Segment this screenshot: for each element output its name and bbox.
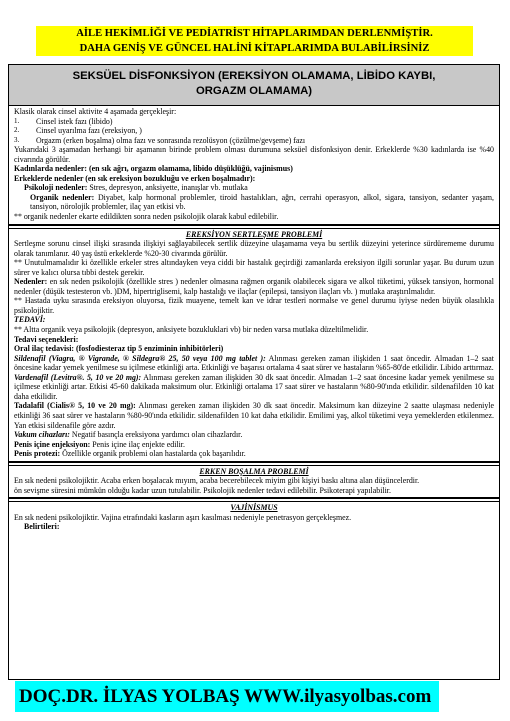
stage-text: Orgazm (erken boşalma) olma fazı ve sonrasında rezolüsyon (çözülme/gevşeme) fazı <box>36 135 306 145</box>
drug-text: Alınması gereken zaman ilişkiden 1 saat öncedir. Almadan 1–2 saat öncesine kadar yemek yenilmese su içilmese etkinliği arta. Etkinliği ve başarısı ortalama 4 saat sürer ve hastaların %65-80'de etkilidir. Libido arttırmaz. <box>14 353 494 373</box>
early-heading: ERKEN BOŞALMA PROBLEMİ <box>199 466 309 476</box>
prosthesis-item <box>14 449 494 459</box>
injection-item <box>14 440 494 450</box>
women-causes: Kadınlarda nedenler: (en sık ağrı, orgazm olamama, libido düşüklüğü, vajinismus) <box>14 164 293 174</box>
erection-paragraph: ** Hastada uyku sırasında ereksiyon oluyorsa, fizik muayene, temelt kan ve idrar testleri normalse ve genel durumu iyiyse neden büyük olasılıkla psikolojiktir. <box>14 296 494 315</box>
erection-paragraph: Sertleşme sorunu cinsel ilişki sırasında ilişkiyi sağlayabilecek sertlik düzeyine ulaşamama veya bu sertlik düzeyini yeterince sürdürememe durumu olarak tanımlanır. 40 yaş üstü erkeklerde %20-30 civarında görülür. <box>14 239 494 258</box>
drug-text: Alınması gereken zaman ilişkiden 30 dk saat öncedir. Almadan 1–2 saat öncesine kadar yemek yenilmese su içilmese etkinliği artar. Etkisi 45-60 dakikada maksimum olur. Etkinliği ortalama 17 saat sürer ve hastaların %80-90'ında etkilidir. sildenafilden 10 kat daha etkilidir. <box>14 372 494 401</box>
sildenafil-item <box>14 354 494 373</box>
symptoms-heading: Belirtileri: <box>24 522 60 532</box>
men-causes: Erkeklerde nedenler (en sık ereksiyon bozukluğu ve erken boşalmadır): <box>14 173 256 183</box>
stage-item <box>14 117 494 127</box>
title-line-1: SEKSÜEL DİSFONKSİYON (EREKSİYON OLAMAMA, LİBİDO KAYBI, <box>72 70 436 82</box>
stage-item <box>14 136 494 146</box>
psych-causes <box>14 183 494 193</box>
early-paragraph: ön sevişme süresini mümkün olduğu kadar uzun tutulabilir. Psikolojik nedenler tedavi edilebilir. Psikoterapi yapılabilir. <box>14 485 391 495</box>
footer-author-banner: DOÇ.DR. İLYAS YOLBAŞ WWW.ilyasyolbas.com <box>15 681 439 712</box>
oral-heading: Oral ilaç tedavisi: (fosfodiesteraz tip 5 enziminin inhibitörleri) <box>14 344 224 354</box>
option-label: Vakum cihazları: <box>14 430 70 440</box>
erection-paragraph: ** Altta organik veya psikolojik (depresyon, anksiyete bozukluklari vb) bir neden varsa mutlaka düzeltilmelidir. <box>14 325 369 335</box>
erection-paragraph: ** Unutulmamalıdır ki özellikle erkeler stres altındayken veya ciddi bir hastalık geçirdiği zamanlarda ereksiyon ilgili sorunlar yaşar. Bu durum uzun sürer ve kalıcı olursa tıbbi destek gerekir. <box>14 258 494 277</box>
option-label: Penis içine enjeksiyon: <box>14 439 91 449</box>
intro-section <box>9 106 499 224</box>
tadalafil-item <box>14 401 494 430</box>
stage-text: Cinsel uyarılma fazı (ereksiyon, ) <box>36 126 142 136</box>
causes-text: en sık neden psikolojik (özellikle stres ) nedenler olmasına rağmen organik olabilecek sigara ve alkol tüketimi, yüksek tansiyon, hormonal nedenler (düşük testesteron vb. )DM, hipertriglisemi, kalp hastalığı ve ilaçlar (epilepsi, tansiyon ilaçları vb. ) mutlaka araştırılmalıdır. <box>14 277 494 296</box>
drug-label: Tadalafil (Cialis® 5, 10 ve 20 mg): <box>14 401 136 411</box>
organic-causes <box>14 193 494 212</box>
banner-line-1: AİLE HEKİMLİĞİ VE PEDİATRİST HİTAPLARIMDAN DERLENMİŞTİR. <box>76 28 433 39</box>
early-ejaculation-section <box>9 466 499 498</box>
drug-label: Sildenafil (Viagra, ® Vigrande, ® Sildegra® 25, 50 veya 100 mg tablet ): <box>14 353 266 363</box>
drug-text: Alınması gereken zaman ilişkiden 30 dk saat öncedir. Maksimum kan düzeyine 2 saatte ulaşması nedeniyle etkinliği 36 saat sürer ve hastaların %80-90'ında etkilidir. sildenafilden 10 kat daha etkilidir. Emilimi yaş, alkol tüketimi veya yemeklerden etkilenmez. Yan etkisi sildenafile göre azdır. <box>14 401 494 430</box>
vaginismus-section <box>9 502 499 534</box>
erection-section <box>9 229 499 461</box>
stage-text: Cinsel istek fazı (libido) <box>36 116 113 126</box>
option-text: Negatif basınçla ereksiyona yardımcı olan cihazlardır. <box>69 430 243 440</box>
psych-label: Psikoloji nedenler: <box>24 183 88 193</box>
header-banner <box>36 26 473 56</box>
organic-label: Organik nedenler: <box>30 192 95 202</box>
option-text: Özellikle organik problemi olan hastalarda çok başarılıdır. <box>60 449 246 459</box>
causes-label: Nedenler: <box>14 277 48 287</box>
vacuum-item <box>14 430 494 440</box>
organic-text: Diyabet, kalp hormonal problemler, tiroid hastalıkları, ağrı, cerrahi operasyon, alkol, sigara, tansiyon, sedanter yaşam, tansiyon, nörolojik problemler, ilaç yan etkisi vb. <box>30 192 494 212</box>
intro-paragraph: Yukarıdaki 3 aşamadan herhangi bir aşamanın birinde problem olması durumuna seksüel disfonksiyon denir. Erkeklerde %30 kadınlarda ise %40 civarında görülür. <box>14 145 494 164</box>
treatment-heading: TEDAVİ: <box>14 315 46 325</box>
page-title <box>9 65 499 106</box>
drug-label: Vardenafil (Levitra®. 5, 10 ve 20 mg): <box>14 372 142 382</box>
stage-number: 3. <box>14 135 20 144</box>
vaginismus-heading: VAJİNİSMUS <box>230 503 278 513</box>
stage-list <box>14 117 494 146</box>
psych-text: Stres, depresyon, anksiyette, inanışlar vb. mutlaka <box>87 183 248 193</box>
stage-number: 1. <box>14 116 20 125</box>
title-line-2: ORGAZM OLAMAMA) <box>195 85 313 97</box>
vaginismus-paragraph: En sık nedeni psikolojiktir. Vajina etrafındaki kasların aşırı kasılması nedeniyle penetrasyon gerçekleşmez. <box>14 512 352 522</box>
stage-item <box>14 126 494 136</box>
option-label: Penis protezi: <box>14 449 61 459</box>
stage-number: 2. <box>14 126 20 135</box>
erection-causes <box>14 277 494 296</box>
options-heading: Tedavi seçenekleri: <box>14 334 79 344</box>
option-text: Penis içine ilaç enjekte edilir. <box>90 439 185 449</box>
intro-lead: Klasik olarak cinsel aktivite 4 aşamada gerçekleşir: <box>14 107 177 116</box>
document-box <box>8 64 500 680</box>
erection-heading: EREKSİYON SERTLEŞME PROBLEMİ <box>185 229 323 239</box>
intro-note: ** organik nedenler ekarte edildikten sonra neden psikolojik olarak kabul edilebilir. <box>14 212 279 222</box>
vardenafil-item <box>14 373 494 402</box>
banner-line-2: DAHA GENİŞ VE GÜNCEL HALİNİ KİTAPLARIMDA BULABİLİRSİNİZ <box>79 43 430 54</box>
early-paragraph: En sık nedeni psikolojiktir. Acaba erken boşalacak mıyım, acaba becerebilecek miyim gibi kişiyi baskı altına alan düşüncelerdir. <box>14 476 420 486</box>
